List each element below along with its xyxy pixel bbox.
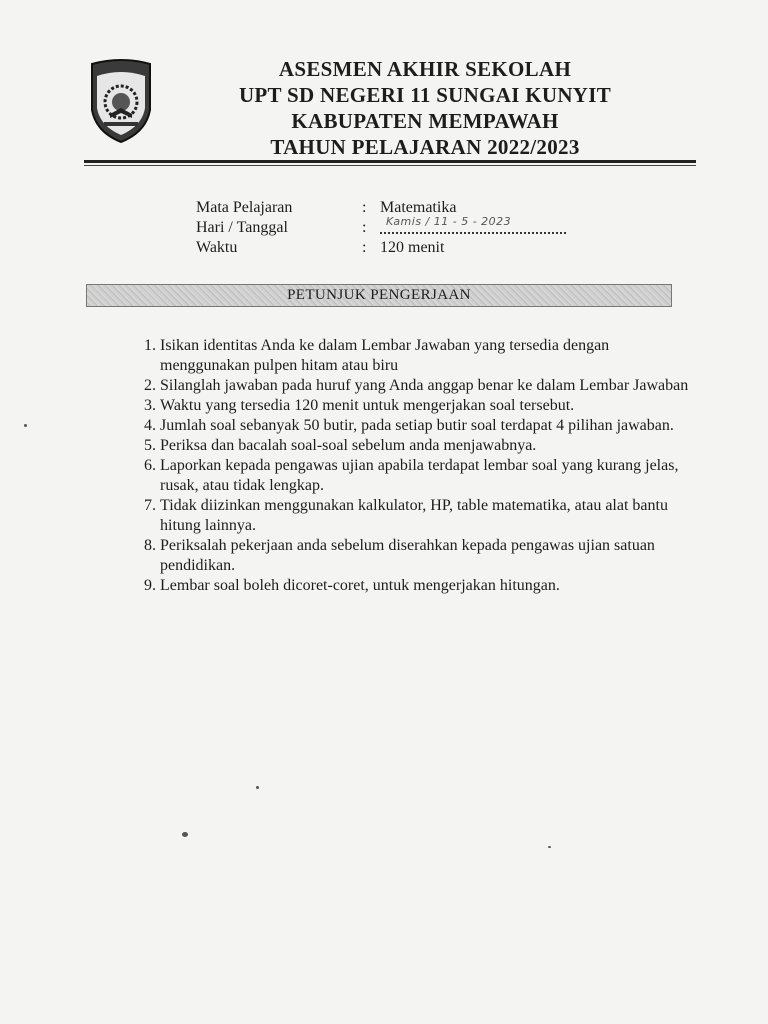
instructions-banner: PETUNJUK PENGERJAAN [86, 284, 672, 307]
instruction-text: Periksa dan bacalah soal-soal sebelum anda menjawabnya. [160, 437, 537, 454]
subject-value: Matematika [380, 199, 457, 216]
instruction-number: 4. [144, 417, 156, 434]
instruction-item [130, 496, 700, 536]
instruction-number: 7. [144, 497, 156, 514]
instruction-number: 6. [144, 457, 156, 474]
instruction-item [130, 536, 700, 576]
instruction-number: 5. [144, 437, 156, 454]
instruction-number: 9. [144, 577, 156, 594]
date-label: Hari / Tanggal [196, 219, 288, 236]
instruction-text: Lembar soal boleh dicoret-coret, untuk mengerjakan hitungan. [160, 577, 560, 594]
scan-speck [256, 786, 259, 789]
instruction-text: Periksalah pekerjaan anda sebelum diserahkan kepada pengawas ujian satuan pendidikan. [160, 537, 655, 574]
colon: : [362, 199, 367, 216]
instruction-item [130, 336, 700, 376]
instruction-text: Jumlah soal sebanyak 50 butir, pada setiap butir soal terdapat 4 pilihan jawaban. [160, 417, 674, 434]
header-divider [84, 160, 696, 163]
time-label: Waktu [196, 239, 238, 256]
header-school: UPT SD NEGERI 11 SUNGAI KUNYIT [238, 83, 612, 107]
instruction-item [130, 416, 700, 436]
instruction-text: Isikan identitas Anda ke dalam Lembar Jawaban yang tersedia dengan menggunakan pulpen hitam atau biru [160, 337, 610, 374]
header-divider-thin [84, 165, 696, 166]
scan-speck [548, 846, 551, 848]
scan-speck [24, 424, 27, 427]
instruction-text: Waktu yang tersedia 120 menit untuk mengerjakan soal tersebut. [160, 397, 575, 414]
instruction-text: Silanglah jawaban pada huruf yang Anda anggap benar ke dalam Lembar Jawaban [160, 377, 689, 394]
instruction-number: 3. [144, 397, 156, 414]
instruction-text: Laporkan kepada pengawas ujian apabila terdapat lembar soal yang kurang jelas, rusak, atau tidak lengkap. [160, 457, 679, 494]
instruction-item [130, 436, 700, 456]
instruction-number: 2. [144, 377, 156, 394]
date-handwritten: Kamis / 11 - 5 - 2023 [386, 215, 512, 228]
instructions-list [130, 336, 700, 596]
colon: : [362, 219, 367, 236]
time-value: 120 menit [380, 239, 445, 256]
instruction-item [130, 576, 700, 596]
subject-label: Mata Pelajaran [196, 199, 293, 216]
regency-emblem-icon [86, 58, 156, 144]
header-year: TAHUN PELAJARAN 2022/2023 [270, 135, 580, 159]
colon: : [362, 239, 367, 256]
instruction-text: Tidak diizinkan menggunakan kalkulator, HP, table matematika, atau alat bantu hitung lainnya. [160, 497, 668, 534]
header-regency: KABUPATEN MEMPAWAH [291, 109, 559, 133]
instruction-item [130, 456, 700, 496]
scan-speck [182, 832, 188, 837]
instruction-number: 1. [144, 337, 156, 354]
instruction-number: 8. [144, 537, 156, 554]
header-title: ASESMEN AKHIR SEKOLAH [278, 57, 572, 81]
instruction-item [130, 396, 700, 416]
exam-header [160, 56, 690, 160]
instruction-item [130, 376, 700, 396]
